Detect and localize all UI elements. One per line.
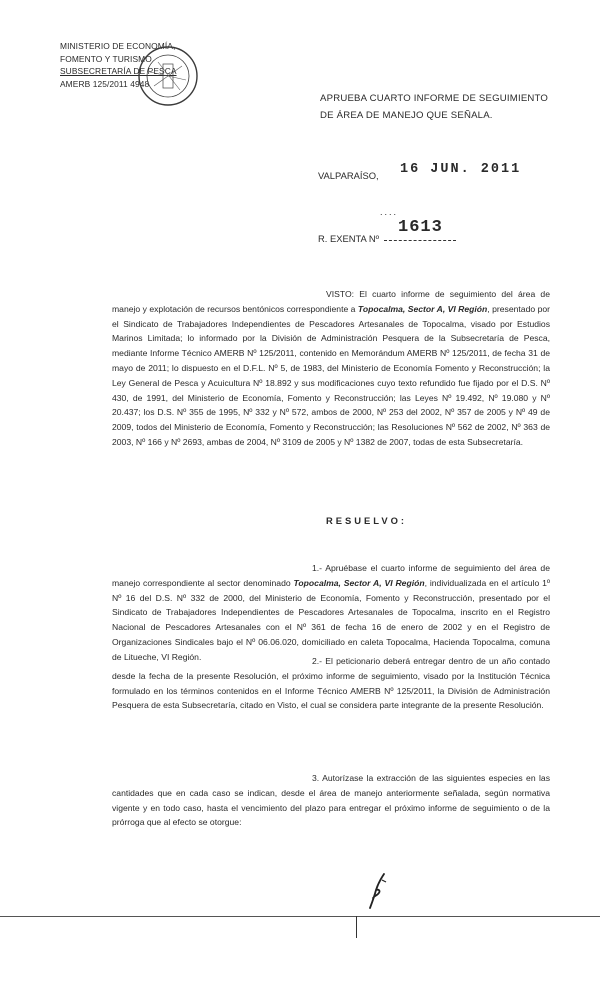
point-3-text: 3. Autorízase la extracción de las siguientes especies en las cantidades que en cada caso se indican, desde el área de manejo anteriormente señalada, según normativa vigente y en todo caso, hasta el vencimiento del plazo para entregar el próximo informe de seguimiento o de la prórroga que al efecto se otorgue:	[112, 773, 550, 828]
page-footer-tick	[356, 916, 357, 938]
resolution-number: 1613	[398, 218, 443, 237]
resolution-point-2	[112, 654, 550, 713]
point-1-text-start: 1.- Apruébase el cuarto informe de seguimiento del área de manejo correspondiente al sector denominado	[112, 563, 550, 588]
resolution-point-3	[112, 771, 550, 830]
official-seal-icon	[136, 44, 200, 108]
point-2-text: 2.- El peticionario deberá entregar dentro de un año contado desde la fecha de la presente Resolución, el próximo informe de seguimiento, visado por la Institución Técnica formulado en los términos contenidos en el Informe Técnico AMERB Nº 125/2011, la División de Administración Pesquera de esta Subsecretaría, citado en Visto, el cual se considera parte integrante de la presente Resolución.	[112, 656, 550, 711]
visto-paragraph	[112, 287, 550, 450]
resolution-number-label: R. EXENTA Nº	[318, 233, 380, 244]
letterhead-ministry: MINISTERIO DE ECONOMÍA,	[60, 41, 176, 51]
point-1-area-name: Topocalma, Sector A, VI Región	[293, 577, 425, 588]
visto-area-name: Topocalma, Sector A, VI Región	[357, 303, 488, 314]
letterhead-reference: AMERB 125/2011 4948	[60, 78, 150, 89]
date-stamp: 16 JUN. 2011	[400, 162, 522, 177]
page-footer-rule	[0, 916, 600, 917]
letterhead-subsecretary: SUBSECRETARÍA DE PESCA	[60, 66, 177, 76]
place-label: VALPARAÍSO,	[318, 170, 379, 181]
visto-text-start: VISTO: El cuarto informe de seguimiento del área de manejo y explotación de recursos bentónicos correspondiente a	[112, 289, 550, 314]
point-1-text-end: , individualizada en el artículo 1º Nº 16 del D.S. Nº 332 de 2000, del Ministerio de Economía, Fomento y Reconstrucción, presentado por el Sindicato de Trabajadores Independientes de Pescadores Artesanales de Topocalma, inscrito en el Registro Nacional de Pescadores Artesanales con el Nº 361 de fecha 16 de enero de 2002 y en el Registro de Organizaciones Sindicales bajo el Nº 06.06.020, domiciliado en caleta Topocalma, Hacienda Topocalma, comuna de Litueche, VI Región.	[112, 577, 550, 662]
letterhead-ministry-sub: FOMENTO Y TURISMO	[60, 53, 152, 64]
dots-mark: ....	[380, 207, 399, 217]
resolution-number-underline	[384, 240, 456, 241]
resuelvo-heading: RESUELVO:	[326, 515, 407, 526]
signature-mark-icon	[362, 870, 392, 914]
resolution-point-1	[112, 561, 550, 665]
resolution-subject: APRUEBA CUARTO INFORME DE SEGUIMIENTO DE ÁREA DE MANEJO QUE SEÑALA.	[320, 93, 549, 121]
visto-text-end: , presentado por el Sindicato de Trabajadores Independientes de Pescadores Artesanales de Topocalma, visado por Estudios Marinos Limitada; lo informado por la División de Administración Pesquera de la Subsecretaría de Pesca, mediante Informe Técnico AMERB Nº 125/2011, contenido en Memorándum AMERB Nº 125/2011, de fecha 31 de mayo de 2011; lo dispuesto en el D.F.L. Nº 5, de 1983, del Ministerio de Economía Fomento y Reconstrucción; la Ley General de Pesca y Acuicultura Nº 18.892 y sus modificaciones cuyo texto refundido fue fijado por el D.S. Nº 430, de 1991, del Ministerio de Economía, Fomento y Reconstrucción; las Leyes Nº 19.492, Nº 19.080 y Nº 20.437; los D.S. Nº 355 de 1995, Nº 332 y Nº 572, ambos de 2000, Nº 253 del 2002, Nº 357 de 2005 y Nº 49 de 2009, todos del Ministerio de Economía, Fomento y Reconstrucción; las Resoluciones Nº 562 de 2002, Nº 363 de 2003, Nº 166 y Nº 2693, ambas de 2004, Nº 3109 de 2005 y Nº 1382 de 2007, todas de esta Subsecretaría.	[112, 303, 550, 447]
